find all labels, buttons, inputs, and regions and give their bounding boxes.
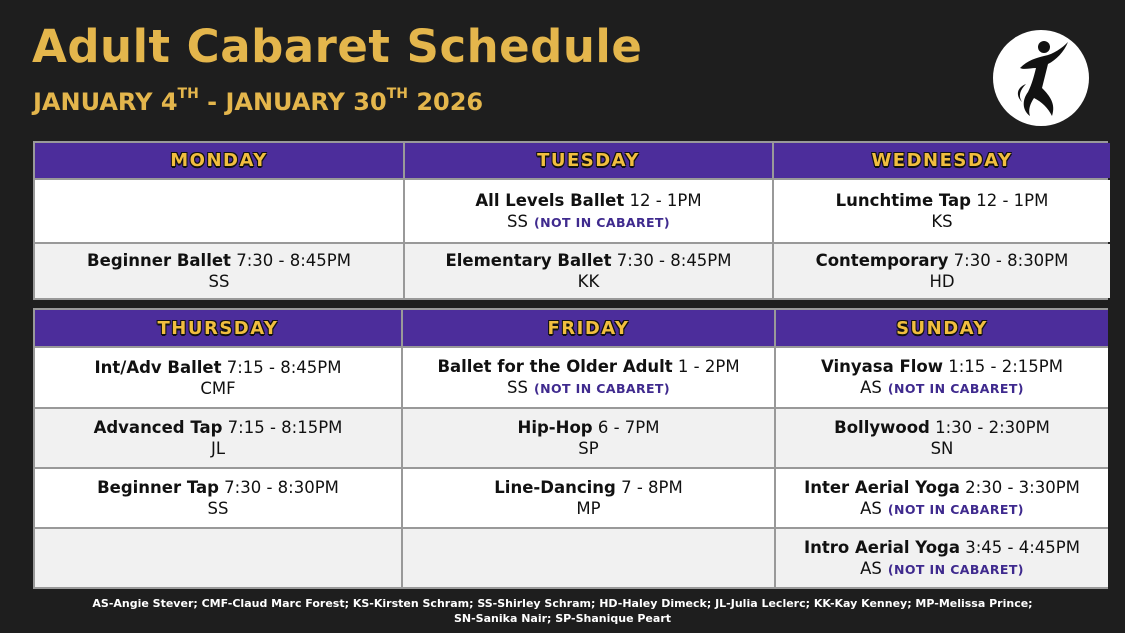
class-cell (35, 244, 403, 298)
class-time: 3:45 - 4:45PM (960, 537, 1080, 557)
class-cell (774, 180, 1110, 242)
schedule-table-top (33, 141, 1108, 300)
class-instructor: JL (210, 439, 226, 458)
class-name: Int/Adv Ballet (94, 357, 222, 377)
class-name: Elementary Ballet (445, 251, 612, 270)
logo (993, 30, 1089, 126)
class-time: 1:15 - 2:15PM (943, 357, 1063, 376)
class-cell-empty (403, 529, 774, 587)
class-instructor: SS (507, 211, 528, 231)
class-name: Contemporary (815, 251, 949, 270)
class-name: Beginner Tap (97, 478, 219, 497)
class-instructor: KS (931, 212, 953, 231)
header-monday (35, 143, 403, 178)
class-cell (403, 469, 774, 527)
class-name: Lunchtime Tap (835, 191, 971, 210)
dancer-icon (1006, 38, 1076, 118)
not-in-cabaret-note: (NOT IN CABARET) (887, 561, 1024, 577)
schedule-table-bottom (33, 308, 1108, 589)
header-label: THURSDAY (157, 317, 279, 339)
class-time: 12 - 1PM (624, 190, 702, 210)
legend-line-1: AS-Angie Stever; CMF-Claud Marc Forest; KS-Kirsten Schram; SS-Shirley Schram; HD-Haley Dimeck; JL-Julia Leclerc; KK-Kay Kenney; MP-Melissa Prince; (92, 597, 1033, 610)
not-in-cabaret-note: (NOT IN CABARET) (887, 381, 1024, 396)
header-tuesday (405, 143, 772, 178)
header-label: FRIDAY (547, 317, 630, 339)
class-instructor: SS (207, 499, 229, 518)
header-wednesday (774, 143, 1110, 178)
class-time: 7:30 - 8:45PM (230, 251, 351, 270)
class-time: 7:30 - 8:30PM (948, 251, 1069, 270)
class-instructor: AS (860, 498, 882, 518)
class-instructor: AS (860, 558, 882, 578)
class-cell (776, 469, 1108, 527)
not-in-cabaret-note: (NOT IN CABARET) (533, 214, 670, 230)
class-time: 7:30 - 8:45PM (611, 251, 732, 270)
class-instructor: AS (860, 378, 882, 397)
header-label: MONDAY (170, 150, 268, 171)
class-time: 7 - 8PM (615, 478, 683, 497)
class-cell (405, 244, 772, 298)
class-instructor: SP (578, 439, 599, 458)
class-name: Hip-Hop (517, 418, 593, 437)
header-label: WEDNESDAY (871, 150, 1013, 171)
class-name: Advanced Tap (93, 418, 223, 437)
class-name: Vinyasa Flow (821, 357, 943, 376)
header-thursday (35, 310, 401, 346)
header-label: SUNDAY (896, 317, 988, 339)
start-date-suffix: TH (177, 86, 199, 102)
start-date: JANUARY 4 (33, 88, 178, 116)
class-time: 7:15 - 8:15PM (222, 418, 343, 437)
not-in-cabaret-note: (NOT IN CABARET) (887, 501, 1024, 517)
legend-line-2: SN-Sanika Nair; SP-Shanique Peart (453, 612, 672, 625)
class-cell-empty (35, 180, 403, 242)
instructor-legend (0, 596, 1125, 626)
date-separator: - (198, 88, 226, 116)
class-time: 12 - 1PM (970, 191, 1049, 210)
class-name: Bollywood (834, 418, 930, 437)
class-name: Intro Aerial Yoga (804, 537, 960, 557)
not-in-cabaret-note: (NOT IN CABARET) (533, 381, 670, 396)
class-cell (776, 529, 1108, 587)
year: 2026 (407, 88, 484, 116)
header-friday (403, 310, 774, 346)
class-cell (403, 409, 774, 467)
class-cell (35, 469, 401, 527)
class-instructor: MP (576, 499, 601, 518)
date-range (33, 88, 483, 116)
class-cell (403, 348, 774, 407)
class-cell (35, 409, 401, 467)
class-time: 1:30 - 2:30PM (929, 418, 1050, 437)
class-name: Beginner Ballet (87, 251, 231, 270)
class-time: 1 - 2PM (672, 357, 740, 376)
end-date-suffix: TH (386, 86, 408, 102)
class-cell-empty (35, 529, 401, 587)
class-cell (405, 180, 772, 242)
class-instructor: SS (208, 272, 230, 291)
class-name: All Levels Ballet (475, 190, 625, 210)
class-name: Inter Aerial Yoga (804, 477, 960, 497)
class-instructor: SN (930, 439, 954, 458)
class-instructor: CMF (200, 378, 236, 398)
page-title: Adult Cabaret Schedule (32, 20, 643, 73)
class-instructor: KK (577, 272, 600, 291)
class-name: Ballet for the Older Adult (437, 357, 673, 376)
header-sunday (776, 310, 1108, 346)
header-label: TUESDAY (537, 150, 640, 171)
class-cell (774, 244, 1110, 298)
class-instructor: SS (507, 378, 528, 397)
class-time: 2:30 - 3:30PM (959, 477, 1080, 497)
class-time: 7:15 - 8:45PM (221, 357, 342, 377)
class-cell (35, 348, 401, 407)
class-name: Line-Dancing (494, 478, 616, 497)
class-time: 7:30 - 8:30PM (218, 478, 339, 497)
end-date: JANUARY 30 (225, 88, 387, 116)
class-time: 6 - 7PM (592, 418, 660, 437)
class-cell (776, 409, 1108, 467)
class-instructor: HD (929, 272, 955, 291)
class-cell (776, 348, 1108, 407)
